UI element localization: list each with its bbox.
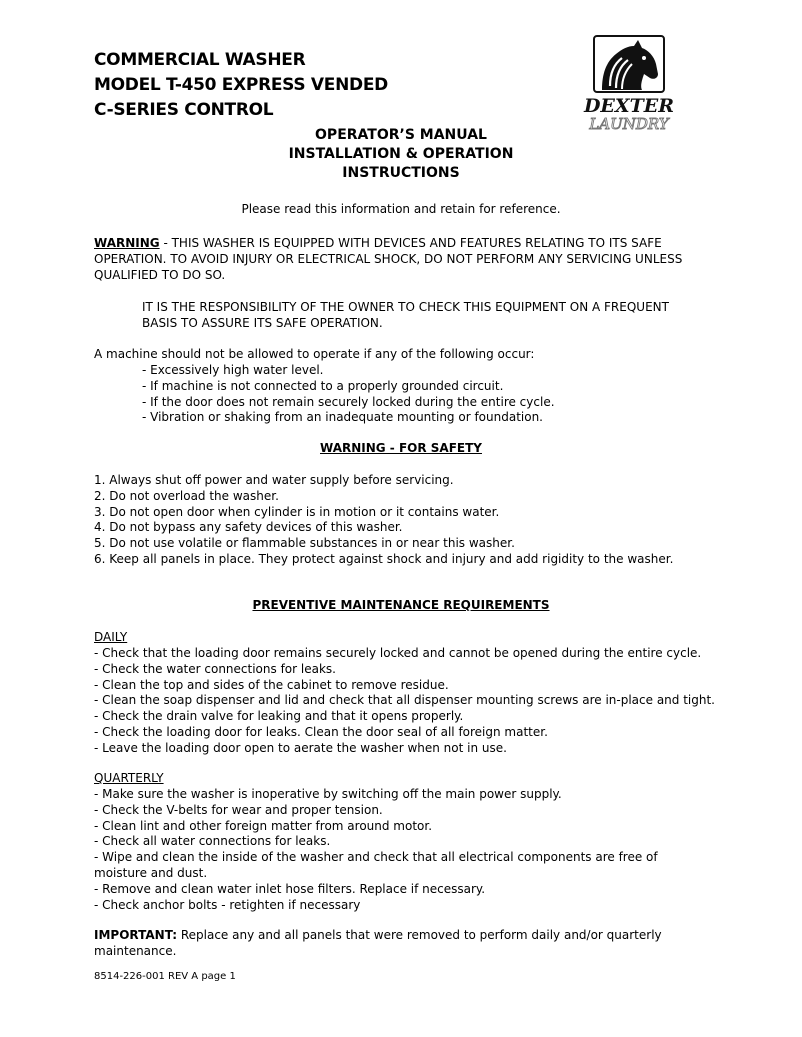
- dexter-laundry-logo: [572, 34, 686, 132]
- quarterly-label: QUARTERLY: [94, 771, 164, 785]
- list-item: - Check the water connections for leaks.: [94, 661, 336, 676]
- list-item: - Check the V-belts for wear and proper tension.: [94, 802, 383, 817]
- important-note: [94, 928, 674, 960]
- list-item: - Clean the soap dispenser and lid and check that all dispenser mounting screws are in-place and tight.: [94, 693, 715, 708]
- important-label: IMPORTANT:: [94, 928, 178, 942]
- safety-list: [94, 473, 673, 568]
- warning-label: WARNING: [94, 236, 160, 250]
- list-item: 3. Do not open door when cylinder is in motion or it contains water.: [94, 504, 500, 519]
- conditions-list: [142, 363, 555, 426]
- horse-head-icon: [572, 34, 686, 132]
- warning-paragraph: [94, 236, 700, 283]
- list-item: - Clean lint and other foreign matter from around motor.: [94, 818, 433, 833]
- list-item: - Check that the loading door remains securely locked and cannot be opened during the entire cycle.: [94, 646, 702, 660]
- list-item: - Make sure the washer is inoperative by switching off the main power supply.: [94, 787, 562, 801]
- manual-heading-line-1: OPERATOR’S MANUAL: [315, 127, 487, 143]
- manual-heading-line-3: INSTRUCTIONS: [342, 165, 460, 181]
- owner-responsibility: [142, 300, 669, 332]
- list-item: 5. Do not use volatile or flammable substances in or near this washer.: [94, 536, 515, 551]
- list-item: - If machine is not connected to a properly grounded circuit.: [142, 378, 504, 393]
- quarterly-list: [94, 787, 700, 913]
- safety-heading: WARNING - FOR SAFETY: [320, 441, 482, 455]
- manual-heading: [0, 126, 802, 183]
- manual-heading-line-2: INSTALLATION & OPERATION: [288, 146, 514, 162]
- svg-text:LAUNDRY: LAUNDRY: [589, 115, 669, 132]
- maintenance-heading: PREVENTIVE MAINTENANCE REQUIREMENTS: [252, 598, 550, 612]
- list-item: - Vibration or shaking from an inadequate mounting or foundation.: [142, 410, 543, 425]
- list-item: 1. Always shut off power and water supply before servicing.: [94, 473, 454, 487]
- conditions-intro: A machine should not be allowed to operate if any of the following occur:: [94, 347, 535, 361]
- list-item: 4. Do not bypass any safety devices of this washer.: [94, 520, 403, 535]
- retain-note: Please read this information and retain for reference.: [241, 202, 561, 216]
- list-item: - Check anchor bolts - retighten if necessary: [94, 897, 361, 912]
- daily-list: [94, 646, 715, 757]
- daily-label: DAILY: [94, 630, 128, 644]
- list-item: 2. Do not overload the washer.: [94, 488, 279, 503]
- owner-line-1: IT IS THE RESPONSIBILITY OF THE OWNER TO CHECK THIS EQUIPMENT ON A FREQUENT: [142, 300, 669, 314]
- list-item: - Clean the top and sides of the cabinet to remove residue.: [94, 677, 449, 692]
- warning-text: - THIS WASHER IS EQUIPPED WITH DEVICES AND FEATURES RELATING TO ITS SAFE OPERATION. TO AVOID INJURY OR ELECTRICAL SHOCK, DO NOT PERFORM ANY SERVICING UNLESS QUALIFIED TO DO SO.: [94, 236, 683, 282]
- list-item: - Excessively high water level.: [142, 363, 324, 377]
- list-item: - If the door does not remain securely locked during the entire cycle.: [142, 394, 555, 409]
- title-line-3: C-SERIES CONTROL: [94, 100, 274, 120]
- title-line-1: COMMERCIAL WASHER: [94, 50, 306, 70]
- title-line-2: MODEL T-450 EXPRESS VENDED: [94, 75, 388, 95]
- list-item: - Check the loading door for leaks. Clean the door seal of all foreign matter.: [94, 724, 548, 739]
- page-footer: 8514-226-001 REV A page 1: [94, 971, 236, 982]
- owner-line-2: BASIS TO ASSURE ITS SAFE OPERATION.: [142, 315, 383, 330]
- document-title: [94, 48, 388, 123]
- list-item: - Leave the loading door open to aerate the washer when not in use.: [94, 740, 507, 755]
- important-text: Replace any and all panels that were removed to perform daily and/or quarterly maintenance.: [94, 928, 662, 958]
- list-item: - Remove and clean water inlet hose filters. Replace if necessary.: [94, 881, 486, 896]
- list-item: - Wipe and clean the inside of the washer and check that all electrical components are free of moisture and dust.: [94, 850, 658, 880]
- list-item: - Check the drain valve for leaking and that it opens properly.: [94, 709, 464, 724]
- list-item: 6. Keep all panels in place. They protect against shock and injury and add rigidity to the washer.: [94, 551, 674, 566]
- svg-text:DEXTER: DEXTER: [583, 95, 675, 117]
- list-item: - Check all water connections for leaks.: [94, 834, 331, 849]
